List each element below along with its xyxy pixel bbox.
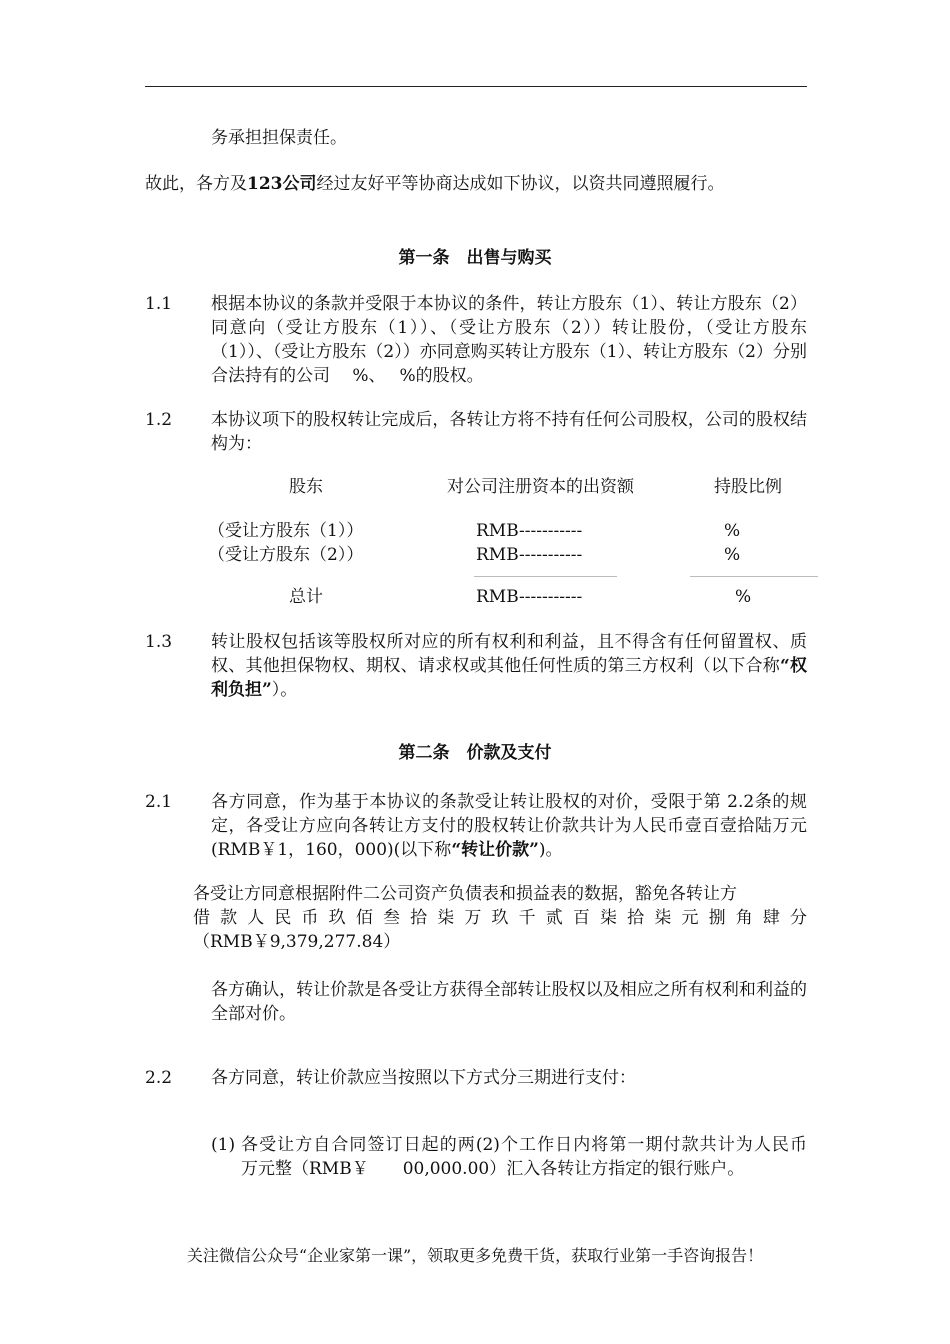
clause-1-3-text: 转让股权包括该等股权所对应的所有权利和利益，且不得含有任何留置权、质权、其他担保物权、期权、请求权或其他任何性质的第三方权利（以下合称“权利负担”）。 xyxy=(211,632,808,700)
company-name: 123公司 xyxy=(247,174,317,194)
payment-item-1-label: (1) xyxy=(211,1135,236,1155)
waiver-paragraph xyxy=(193,882,807,954)
table-header-holder: 股东 xyxy=(289,477,323,497)
clause-2-2-text: 各方同意，转让价款应当按照以下方式分三期进行支付： xyxy=(211,1068,636,1088)
table-row-1-holder: （受让方股东（1）） xyxy=(208,521,364,541)
waiver-line-1: 各受让方同意根据附件二公司资产负债表和损益表的数据，豁免各转让方 xyxy=(193,884,737,904)
transfer-price-term: “转让价款” xyxy=(451,840,539,860)
waiver-line-2: 借款人民币玖佰叁拾柒万玖千贰百柒拾柒元捌角肆分 xyxy=(193,908,807,928)
confirm-paragraph: 各方确认，转让价款是各受让方获得全部转让股权以及相应之所有权利和利益的全部对价。 xyxy=(211,980,807,1024)
table-header-amount: 对公司注册资本的出资额 xyxy=(447,477,634,497)
clause-1-3-number: 1.3 xyxy=(145,632,173,652)
table-total-ratio: % xyxy=(735,587,752,607)
waiver-line-3: （RMB￥9,379,277.84） xyxy=(193,932,401,952)
article-2-heading: 第二条 价款及支付 xyxy=(398,743,552,763)
clause-2-2-number: 2.2 xyxy=(145,1068,173,1088)
clause-1-2-text: 本协议项下的股权转让完成后，各转让方将不持有任何公司股权，公司的股权结构为： xyxy=(211,410,807,454)
table-total-label: 总计 xyxy=(289,587,323,607)
clause-1-1-text: 根据本协议的条款并受限于本协议的条件，转让方股东（1）、转让方股东（2）同意向（受让方股东（1））、（受让方股东（2））转让股份，（受让方股东（1））、（受让方股东（2））亦同意购买转让方股东（1）、转让方股东（2）分别合法持有的公司 %、 %的股权。 xyxy=(211,294,807,386)
intro-line-2 xyxy=(145,172,725,196)
intro-line-1: 务承担担保责任。 xyxy=(211,128,347,148)
footer-note: 关注微信公众号“企业家第一课”，领取更多免费干货，获取行业第一手咨询报告！ xyxy=(186,1246,764,1265)
table-row-1-ratio: % xyxy=(724,521,741,541)
clause-2-1-text: 各方同意，作为基于本协议的条款受让转让股权的对价，受限于第 2.2条的规定，各受让方应向各转让方支付的股权转让价款共计为人民币壹百壹拾陆万元(RMB￥1，160，000)(以下称“转让价款”)。 xyxy=(211,792,807,860)
table-header-ratio: 持股比例 xyxy=(714,477,782,497)
table-row-1-amount: RMB----------- xyxy=(476,521,583,541)
intro-line-2-suffix: 经过友好平等协商达成如下协议，以资共同遵照履行。 xyxy=(316,174,725,194)
clause-2-1-number: 2.1 xyxy=(145,792,173,812)
table-total-amount: RMB----------- xyxy=(476,587,583,607)
intro-line-2-prefix: 故此，各方及 xyxy=(145,174,247,194)
article-1-heading: 第一条 出售与购买 xyxy=(398,248,552,268)
total-amount-rule xyxy=(474,576,617,577)
payment-item-1-text: 各受让方自合同签订日起的两(2)个工作日内将第一期付款共计为人民币 万元整（RMB￥ 00,000.00）汇入各转让方指定的银行账户。 xyxy=(241,1135,841,1179)
header-rule xyxy=(145,86,807,87)
table-row-2-ratio: % xyxy=(724,545,741,565)
table-row-2-amount: RMB----------- xyxy=(476,545,583,565)
encumbrance-term: “权利负担” xyxy=(211,656,808,700)
clause-1-1-number: 1.1 xyxy=(145,294,173,314)
clause-1-2-number: 1.2 xyxy=(145,410,173,430)
total-ratio-rule xyxy=(690,576,818,577)
table-row-2-holder: （受让方股东（2）） xyxy=(208,545,364,565)
